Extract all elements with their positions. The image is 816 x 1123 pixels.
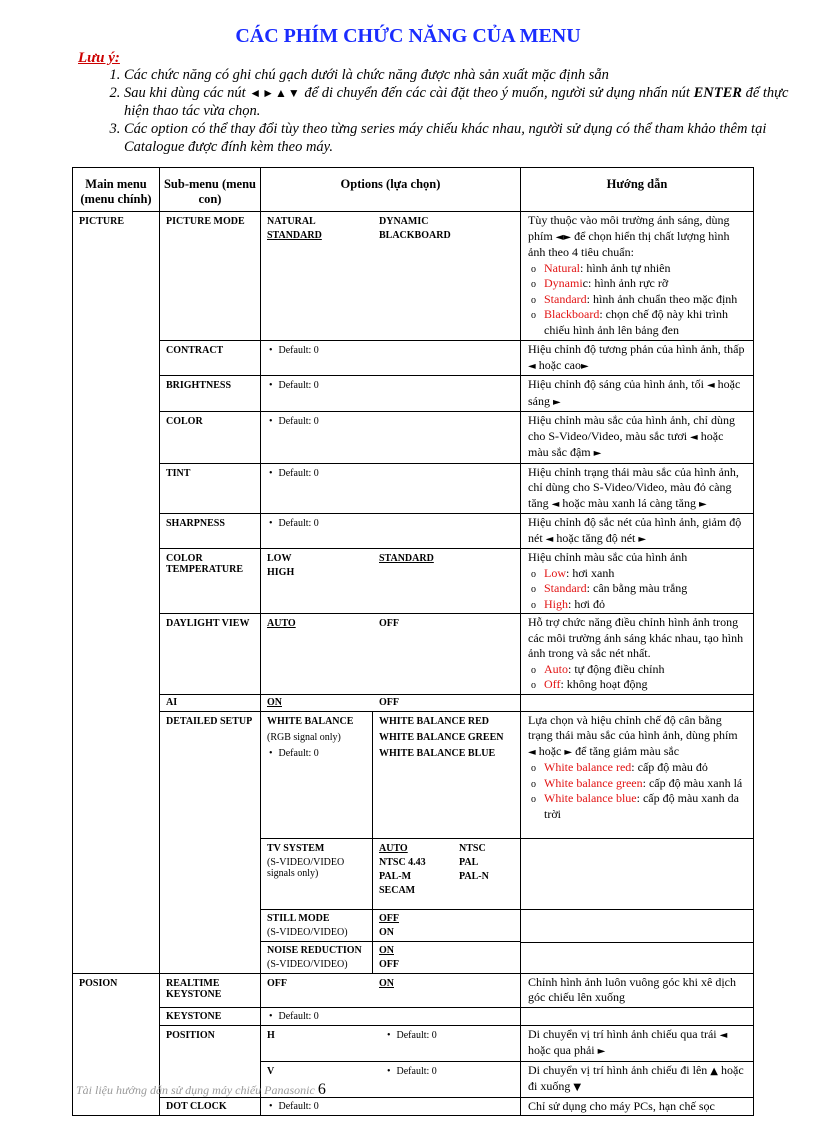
guide-dot-clock: Chỉ sử dụng cho máy PCs, hạn chế sọc <box>521 1097 754 1116</box>
guide-text: Lựa chọn và hiệu chỉnh chế độ cân bằng trạng thái màu sắc của hình ảnh, dùng phím <box>528 712 738 742</box>
list-item <box>543 776 747 792</box>
right-arrow-icon: ► <box>581 360 589 372</box>
left-right-arrow-icon: ◄► <box>555 231 572 243</box>
opt-on: ON <box>379 944 394 956</box>
table-row <box>73 549 754 614</box>
guide-text: hoặc màu sắc đậm <box>528 428 724 459</box>
desc: : cấp độ màu xanh lá <box>642 775 743 790</box>
still-mode-options <box>373 910 520 941</box>
page-number: 6 <box>317 1081 326 1098</box>
table-row <box>73 212 754 341</box>
desc: : hơi đỏ <box>568 596 606 611</box>
noise-cell <box>261 942 373 973</box>
table-row <box>73 1025 754 1061</box>
options-picture-mode <box>261 212 521 341</box>
opt-natural: NATURAL <box>267 216 316 227</box>
menu-table <box>72 167 754 1116</box>
sub-picture-mode: PICTURE MODE <box>160 212 261 341</box>
header-main: Main menu (menu chính) <box>73 168 160 212</box>
opt-off: OFF <box>379 696 399 708</box>
opt-off: OFF <box>379 958 399 970</box>
noise-label: NOISE REDUCTION <box>267 944 362 956</box>
note-label: Lưu ý: <box>78 50 120 66</box>
options-color-temperature <box>261 549 521 614</box>
options-keystone <box>261 1007 521 1025</box>
list-item <box>543 597 747 613</box>
table-row <box>73 412 754 464</box>
rgb-only-note: (RGB signal only) <box>267 731 341 743</box>
desc: : cân bằng màu trắng <box>586 581 688 595</box>
desc: : hình ảnh chuẩn theo mặc định <box>586 291 738 306</box>
up-arrow-icon: ▲ <box>710 1065 718 1077</box>
default-value: • Default: 0 <box>385 1066 514 1077</box>
sub-sharpness: SHARPNESS <box>160 514 261 549</box>
table-row <box>73 1007 754 1025</box>
still-mode-label: STILL MODE <box>267 912 330 924</box>
guide-text: để tăng giảm màu sắc <box>575 743 680 758</box>
list-item <box>543 261 747 277</box>
guide-color <box>521 412 754 464</box>
sub-color-temperature: COLOR TEMPERATURE <box>160 549 261 614</box>
notes-list <box>78 66 804 156</box>
guide-text: Hỗ trợ chức năng điều chỉnh hình ảnh trong các môi trường ánh sáng khác nhau, tạo hình ảnh trong và sắc nét nhất. <box>528 615 744 660</box>
opt-pal: PAL <box>459 856 479 868</box>
desc: : không hoạt động <box>560 677 648 691</box>
guide-text: Hiệu chỉnh độ sáng của hình ảnh, tối <box>528 377 704 391</box>
guide-tint <box>521 463 754 514</box>
note-text: Các option có thể thay đổi tùy theo từng series máy chiếu khác nhau, người sử dụng có thể tham khảo thêm tại Catalogue được đính kèm theo máy. <box>124 121 767 155</box>
default-value: • Default: 0 <box>267 416 514 427</box>
default-value: • Default: 0 <box>267 748 366 759</box>
note-item <box>124 84 804 120</box>
desc: : cấp độ màu xanh da trời <box>544 791 739 821</box>
list-item <box>543 662 747 678</box>
options-sharpness <box>261 514 521 549</box>
opt-on: ON <box>267 696 282 708</box>
term: White balance green <box>544 775 643 790</box>
noise-block <box>261 942 520 973</box>
list-item <box>543 581 747 597</box>
opt-off: OFF <box>379 912 399 924</box>
desc: : tự động điều chỉnh <box>568 661 665 676</box>
left-arrow-icon: ◄ <box>706 380 715 391</box>
default-value: • Default: 0 <box>267 1101 514 1112</box>
guide-text: Tùy thuộc vào môi trường ánh sáng, dùng phím <box>528 213 730 243</box>
table-row <box>73 514 754 549</box>
noise-options <box>373 942 520 973</box>
term: Dynami <box>544 276 583 290</box>
white-balance-cell <box>261 712 373 838</box>
table-row <box>73 614 754 695</box>
default-value: • Default: 0 <box>267 345 514 356</box>
table-row <box>73 694 754 711</box>
right-arrow-icon: ► <box>564 746 573 758</box>
header-options: Options (lựa chọn) <box>261 168 521 212</box>
term: Auto <box>544 661 568 676</box>
guide-text: Hiệu chỉnh độ tương phản của hình ảnh, thấp <box>528 342 745 356</box>
opt-low: LOW <box>267 553 292 564</box>
guide-text: hoặc tăng độ nét <box>556 530 636 545</box>
left-arrow-icon: ◄ <box>545 533 554 545</box>
opt-on: ON <box>379 977 394 989</box>
still-mode-block <box>261 910 520 942</box>
guide-text: hoặc màu xanh lá càng tăng <box>562 495 696 510</box>
options-ai <box>261 694 521 711</box>
guide-brightness <box>521 376 754 412</box>
opt-secam: SECAM <box>379 884 416 896</box>
guide-position-h <box>521 1025 754 1061</box>
opt-high: HIGH <box>267 567 295 578</box>
sub-realtime-keystone: REALTIME KEYSTONE <box>160 973 261 1007</box>
options-realtime-keystone <box>261 973 521 1007</box>
opt-wb-green: WHITE BALANCE GREEN <box>379 731 504 743</box>
table-row <box>73 711 754 838</box>
note-text: Sau khi dùng các nút <box>124 85 246 101</box>
table-row <box>73 341 754 376</box>
sub-tint: TINT <box>160 463 261 514</box>
term: Natural <box>544 260 580 275</box>
guide-color-temperature <box>521 549 754 614</box>
guide-text: Hiệu chỉnh độ sắc nét của hình ảnh, giảm độ nét <box>528 515 742 545</box>
opt-standard: STANDARD <box>267 230 322 241</box>
sub-dot-clock: DOT CLOCK <box>160 1097 261 1116</box>
opt-auto: AUTO <box>267 618 296 629</box>
opt-wb-red: WHITE BALANCE RED <box>379 715 490 727</box>
default-value: • Default: 0 <box>267 468 514 479</box>
note-text: Các chức năng có ghi chú gạch dưới là chức năng được nhà sản xuất mặc định sẵn <box>124 67 609 83</box>
options-white-balance <box>261 711 521 838</box>
footer-text: Tài liệu hướng dẫn sử dụng máy chiếu Panasonic <box>76 1083 315 1097</box>
guide-white-balance <box>521 711 754 838</box>
default-value: • Default: 0 <box>385 1030 514 1041</box>
tv-system-label: TV SYSTEM <box>267 842 325 854</box>
right-arrow-icon: ► <box>593 448 602 459</box>
opt-blackboard: BLACKBOARD <box>379 230 451 241</box>
opt-standard: STANDARD <box>379 553 434 564</box>
opt-on: ON <box>379 926 394 938</box>
tv-system-block <box>261 839 520 910</box>
main-menu-posion: POSION <box>73 973 160 1116</box>
term: White balance red <box>544 760 632 774</box>
opt-ntsc443: NTSC 4.43 <box>379 856 426 868</box>
sub-keystone: KEYSTONE <box>160 1007 261 1025</box>
guide-text: Hiệu chỉnh màu sắc của hình ảnh <box>528 550 688 564</box>
guide-text: hoặc qua phải <box>528 1043 595 1057</box>
sub-color: COLOR <box>160 412 261 464</box>
svideo-note: (S-VIDEO/VIDEO) <box>267 926 348 938</box>
note-text: để di chuyển đến các cài đặt theo ý muốn, người sử dụng nhấn nút <box>304 85 690 101</box>
opt-h: H <box>267 1029 275 1041</box>
term: Blackboard <box>544 307 600 321</box>
svideo-note: (S-VIDEO/VIDEO) <box>267 958 348 970</box>
tv-system-cell <box>261 839 373 909</box>
left-arrow-icon: ◄ <box>528 746 536 758</box>
opt-dynamic: DYNAMIC <box>379 216 429 227</box>
options-position-h <box>261 1025 521 1061</box>
guide-detailed-more <box>521 838 754 973</box>
options-color <box>261 412 521 464</box>
opt-auto: AUTO <box>379 842 408 854</box>
list-item <box>543 760 747 776</box>
term: Off <box>544 677 561 691</box>
note-item <box>124 66 804 84</box>
page-footer <box>76 1081 326 1099</box>
white-balance-options <box>373 712 520 838</box>
list-item <box>543 677 747 693</box>
guide-text: Di chuyển vị trí hình ảnh chiếu qua trái <box>528 1026 717 1041</box>
list-item <box>543 566 747 582</box>
guide-text: Hiệu chỉnh màu sắc của hình ảnh, chỉ dùng cho S-Video/Video, màu sắc tươi <box>528 413 735 443</box>
guide-position-v <box>521 1061 754 1097</box>
guide-sharpness <box>521 514 754 549</box>
guide-picture-mode <box>521 212 754 341</box>
sub-brightness: BRIGHTNESS <box>160 376 261 412</box>
enter-key-label: ENTER <box>693 85 742 101</box>
term: Low <box>544 565 566 580</box>
opt-wb-blue: WHITE BALANCE BLUE <box>379 747 496 759</box>
right-arrow-icon: ► <box>699 498 707 510</box>
guide-contract <box>521 341 754 376</box>
guide-ai <box>521 694 754 711</box>
sub-contract: CONTRACT <box>160 341 261 376</box>
options-tint <box>261 463 521 514</box>
arrow-keys-icon: ◄►▲▼ <box>249 86 301 100</box>
left-arrow-icon: ◄ <box>690 431 698 443</box>
guide-text: hoặc <box>538 743 562 758</box>
opt-palm: PAL-M <box>379 870 412 882</box>
opt-ntsc: NTSC <box>459 842 486 854</box>
note-item <box>124 120 804 156</box>
sub-ai: AI <box>160 694 261 711</box>
guide-text: Hiệu chỉnh trạng thái màu sắc của hình ảnh, chỉ dùng cho S-Video/Video, màu đỏ càng tăng <box>528 464 739 510</box>
desc: c: hình ảnh rực rỡ <box>582 276 669 290</box>
guide-text: hoặc cao <box>538 357 582 372</box>
header-guide: Hướng dẫn <box>521 168 754 212</box>
default-value: • Default: 0 <box>267 380 514 391</box>
note-text: để thực hiện thao tác vừa chọn. <box>124 85 789 119</box>
sub-detailed-setup: DETAILED SETUP <box>160 711 261 973</box>
options-contract <box>261 341 521 376</box>
table-row <box>73 463 754 514</box>
list-item <box>543 292 747 308</box>
term: Standard <box>544 581 587 595</box>
down-arrow-icon: ▼ <box>573 1082 582 1093</box>
guide-text: để chọn hiển thị chất lượng hình ảnh theo 4 tiêu chuẩn: <box>528 228 730 259</box>
guide-text: hoặc sáng <box>528 377 741 408</box>
default-value: • Default: 0 <box>267 1011 514 1022</box>
table-row <box>73 973 754 1007</box>
desc: : chọn chế độ này khi trình chiếu hình ảnh lên bảng đen <box>544 307 728 337</box>
list-item <box>543 307 747 338</box>
desc: : hình ảnh tự nhiên <box>579 260 671 275</box>
options-brightness <box>261 376 521 412</box>
desc: : cấp độ màu đỏ <box>631 760 708 774</box>
main-menu-picture: PICTURE <box>73 212 160 974</box>
default-value: • Default: 0 <box>267 518 514 529</box>
term: Standard <box>544 291 587 306</box>
list-item <box>543 276 747 292</box>
tv-system-options <box>373 839 520 909</box>
table-header-row <box>73 168 754 212</box>
opt-v: V <box>267 1065 275 1077</box>
term: White balance blue <box>544 791 637 805</box>
page-title: CÁC PHÍM CHỨC NĂNG CỦA MENU <box>235 25 581 47</box>
opt-paln: PAL-N <box>459 870 489 882</box>
options-daylight-view <box>261 614 521 695</box>
table-row <box>73 376 754 412</box>
header-sub: Sub-menu (menu con) <box>160 168 261 212</box>
desc: : hơi xanh <box>566 565 615 580</box>
sub-daylight-view: DAYLIGHT VIEW <box>160 614 261 695</box>
right-arrow-icon: ► <box>638 533 647 545</box>
left-arrow-icon: ◄ <box>551 498 560 510</box>
guide-keystone <box>521 1007 754 1025</box>
list-item <box>543 791 747 822</box>
guide-text: hoặc đi xuống <box>528 1062 744 1093</box>
white-balance-label: WHITE BALANCE <box>267 715 354 727</box>
opt-off: OFF <box>267 977 287 989</box>
still-mode-cell <box>261 910 373 941</box>
right-arrow-icon: ► <box>597 1046 606 1057</box>
options-dot-clock <box>261 1097 521 1116</box>
guide-daylight-view <box>521 614 754 695</box>
left-arrow-icon: ◄ <box>719 1029 728 1041</box>
table-row <box>73 1097 754 1116</box>
sub-position: POSITION <box>160 1025 261 1097</box>
guide-text: Di chuyển vị trí hình ảnh chiếu đi lên <box>528 1062 708 1077</box>
options-detailed-more <box>261 838 521 973</box>
left-arrow-icon: ◄ <box>528 360 536 372</box>
svideo-note: (S-VIDEO/VIDEO signals only) <box>267 856 345 879</box>
guide-realtime-keystone: Chỉnh hình ảnh luôn vuông góc khi xê dịch góc chiếu lên xuống <box>521 973 754 1007</box>
opt-off: OFF <box>379 618 399 629</box>
right-arrow-icon: ► <box>553 396 561 408</box>
term: High <box>544 596 568 611</box>
